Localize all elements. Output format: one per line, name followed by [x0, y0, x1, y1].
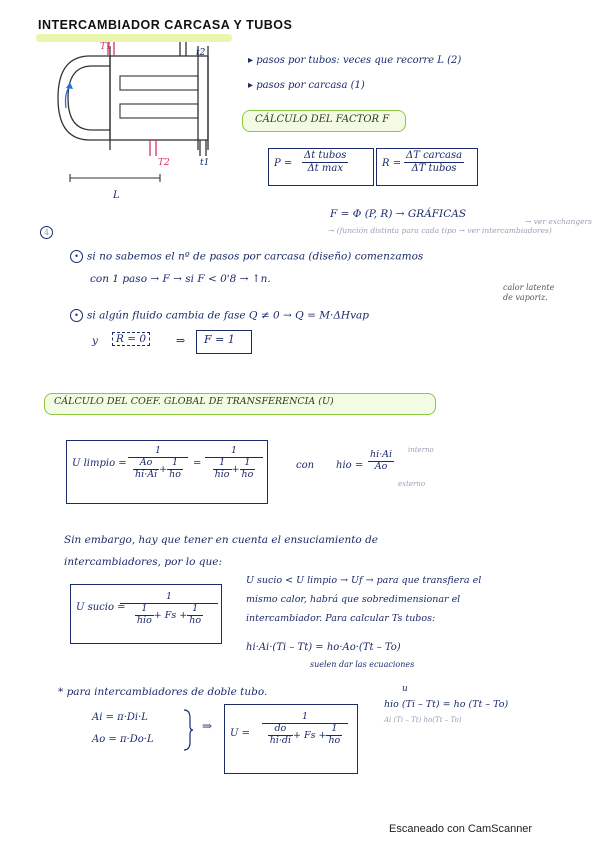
u-sucio-label: U sucio =	[76, 602, 126, 613]
u-num: 1	[262, 712, 348, 724]
double-tube-right-note: Ai (Ti – Tt) ho(Tt – To)	[384, 716, 462, 724]
f2-den-a-num: 1	[213, 458, 232, 470]
us-den	[120, 604, 218, 627]
con-text: con	[296, 460, 315, 471]
hio-note-1: interno	[408, 446, 434, 454]
double-tube-arrow: ⇒	[202, 719, 213, 733]
f-equals-one: F = 1	[204, 333, 235, 346]
page-title: INTERCAMBIADOR CARCASA Y TUBOS	[38, 18, 293, 32]
fouling-text3: intercambiador. Para calcular Ts tubos:	[246, 613, 436, 624]
marker-circle: 4	[40, 226, 53, 239]
us-den-mid: + Fs +	[153, 609, 188, 621]
latent-note-2: de vaporiz.	[503, 293, 548, 302]
heat-balance-note: suelen dar las ecuaciones	[310, 660, 415, 669]
case-a-text: si no sabemos el nº de pasos por carcasa (diseño) comenzamos	[87, 250, 424, 263]
hio-num: hi·Ai	[370, 449, 393, 460]
brace-icon	[182, 708, 194, 752]
f-side-note: → ver exchangers	[525, 217, 592, 226]
case-b-y: y	[92, 335, 98, 347]
u-den-a-den: hi·di	[269, 734, 291, 746]
hio-note-2: externo	[398, 480, 426, 488]
fouling-line1: Sin embargo, hay que tener en cuenta el ensuciamiento de	[64, 534, 379, 546]
f1-den-a-num: Ao	[133, 458, 159, 470]
f2-num: 1	[205, 446, 263, 458]
note-passes-tubes: ▸ pasos por tubos: veces que recorre L (2)	[248, 55, 462, 66]
case-b-arrow: ⇒	[176, 334, 186, 347]
r-denominator: ΔT tubos	[411, 162, 457, 174]
us-den-a-den: hio	[136, 614, 152, 626]
us-den-a-num: 1	[135, 604, 154, 616]
scanner-watermark: Escaneado con CamScanner	[389, 823, 533, 835]
ai-eq: Ai = π·Di·L	[92, 712, 148, 723]
f2-den-a-den: hio	[214, 468, 230, 480]
case-a-line1	[70, 250, 423, 263]
f1-num: 1	[128, 446, 188, 458]
label-t1-bottom: t1	[200, 158, 210, 168]
case-b-text: si algún fluido cambia de fase Q ≠ 0 → Q = M·ΔHvap	[87, 309, 369, 322]
p-label: P =	[274, 158, 293, 169]
label-t2-bottom: T2	[158, 158, 170, 168]
r-fraction	[404, 150, 464, 174]
r-numerator: ΔT carcasa	[406, 150, 463, 161]
u-section-heading: CÁLCULO DEL COEF. GLOBAL DE TRANSFERENCIA (U)	[54, 396, 334, 407]
p-numerator: Δt tubos	[304, 150, 347, 161]
double-tube-u-frac	[262, 712, 348, 747]
double-tube-right-eq: hio (Ti – Tt) = ho (Tt – To)	[384, 699, 509, 710]
u-limpio-frac1	[128, 446, 188, 481]
f-relation-note: → (función distinta para cada tipo → ver intercambiadores)	[328, 226, 552, 235]
u-den-mid: + Fs +	[293, 729, 327, 741]
case-b-line1	[70, 309, 369, 322]
factor-f-heading: CÁLCULO DEL FACTOR F	[255, 114, 390, 125]
note-passes-shell: ▸ pasos por carcasa (1)	[248, 80, 365, 91]
heat-balance-eq: hi·Ai·(Ti – Tt) = ho·Ao·(Tt – To)	[246, 642, 401, 653]
hio-frac	[368, 450, 394, 473]
u-den-a-num: do	[268, 724, 293, 736]
bullet-circle-icon: •	[70, 309, 83, 322]
f2-plus: +	[231, 463, 240, 475]
label-t1-top: T1	[100, 42, 112, 52]
u-limpio-label: U limpio =	[72, 458, 127, 469]
f1-plus: +	[159, 463, 168, 475]
r-zero: R = 0	[112, 332, 150, 346]
double-tube-intro: * para intercambiadores de doble tubo.	[58, 686, 268, 698]
fouling-text2: mismo calor, habrá que sobredimensionar el	[246, 594, 461, 605]
f2-den	[205, 458, 263, 481]
case-marker	[40, 226, 57, 239]
p-fraction	[302, 150, 348, 174]
us-den-b-num: 1	[187, 604, 203, 616]
f1-den	[128, 458, 188, 481]
label-length: L	[113, 190, 120, 201]
case-b-r	[112, 333, 150, 345]
hio-label: hio =	[336, 460, 364, 471]
f1-den-b-den: ho	[169, 468, 181, 480]
f1-den-a-den: hi·Ai	[135, 468, 158, 480]
exchanger-diagram	[50, 38, 230, 208]
fouling-text1: U sucio < U limpio → Uf → para que transfiera el	[246, 575, 482, 586]
bullet-circle-icon: •	[70, 250, 83, 263]
f2-den-b-num: 1	[240, 458, 256, 470]
us-den-b-den: ho	[189, 614, 202, 626]
u-den-b-num: 1	[326, 724, 342, 736]
r-label: R =	[382, 158, 402, 169]
case-a-line2: con 1 paso → F → si F < 0'8 → ↑n.	[90, 273, 271, 285]
u-mark: u	[402, 684, 408, 694]
u-limpio-frac2	[205, 446, 263, 481]
ao-eq: Ao = π·Do·L	[92, 734, 154, 745]
us-num: 1	[120, 592, 218, 604]
latent-note-1: calor latente	[503, 283, 555, 292]
hio-den: Ao	[374, 460, 388, 472]
f1-den-b-num: 1	[167, 458, 183, 470]
f-relation: F = Φ (P, R) → GRÁFICAS	[330, 208, 467, 220]
u-eq: =	[193, 458, 202, 469]
double-tube-u-label: U =	[230, 728, 250, 739]
label-t2-top: t2	[196, 48, 206, 58]
fouling-line2: intercambiadores, por lo que:	[64, 556, 223, 568]
u-den-b-den: ho	[328, 734, 341, 746]
u-den	[262, 724, 348, 747]
p-denominator: Δt max	[307, 162, 343, 174]
u-sucio-frac	[120, 592, 218, 627]
f2-den-b-den: ho	[241, 468, 254, 480]
